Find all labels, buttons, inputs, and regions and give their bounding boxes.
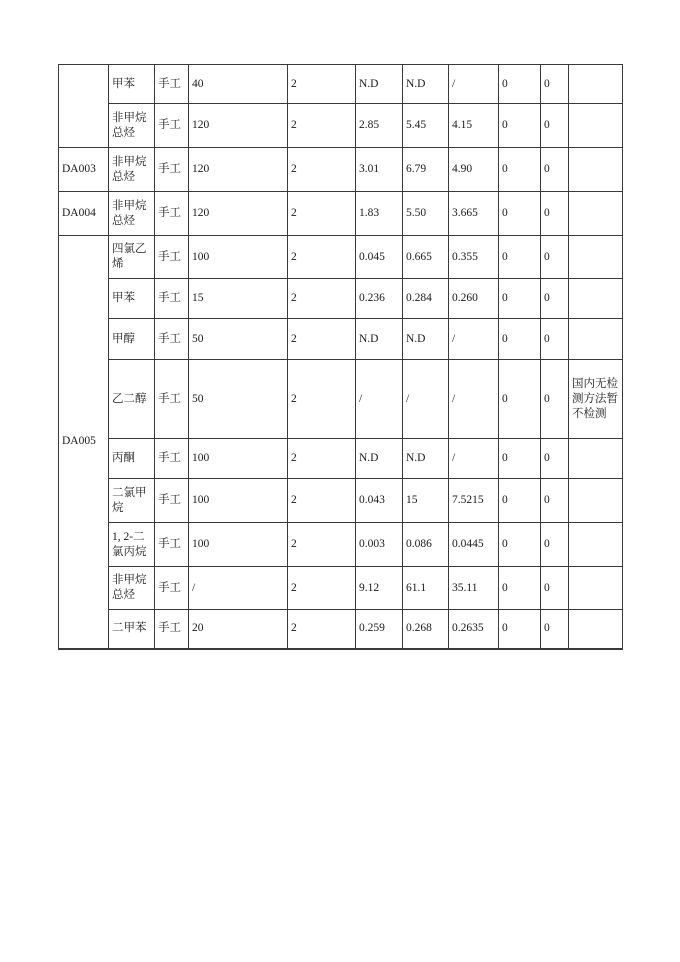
exceed-rate-cell: 0 bbox=[541, 610, 569, 649]
point-id-cell: DA004 bbox=[59, 192, 109, 236]
pollutant-cell: 二甲苯 bbox=[109, 610, 155, 649]
exceed-rate-cell: 0 bbox=[541, 523, 569, 567]
max-value-cell: 0.268 bbox=[403, 610, 449, 649]
table-row bbox=[59, 479, 623, 523]
exceed-rate-cell: 0 bbox=[541, 104, 569, 148]
monitoring-data-table bbox=[58, 64, 623, 650]
method-cell: 手工 bbox=[155, 236, 189, 279]
remark-cell bbox=[569, 319, 623, 360]
exceed-count-cell: 0 bbox=[499, 610, 541, 649]
exceed-rate-cell: 0 bbox=[541, 148, 569, 192]
table-row bbox=[59, 610, 623, 649]
avg-value-cell: / bbox=[449, 319, 499, 360]
point-id-cell: DA003 bbox=[59, 148, 109, 192]
method-cell: 手工 bbox=[155, 65, 189, 104]
min-value-cell: N.D bbox=[356, 439, 403, 479]
limit-cell: 120 bbox=[189, 192, 288, 236]
limit-cell: 100 bbox=[189, 479, 288, 523]
avg-value-cell: / bbox=[449, 439, 499, 479]
pollutant-cell: 甲苯 bbox=[109, 279, 155, 319]
method-cell: 手工 bbox=[155, 319, 189, 360]
remark-cell: 国内无检测方法暂不检测 bbox=[569, 360, 623, 439]
avg-value-cell: 0.260 bbox=[449, 279, 499, 319]
max-value-cell: 0.284 bbox=[403, 279, 449, 319]
avg-value-cell: / bbox=[449, 360, 499, 439]
exceed-rate-cell: 0 bbox=[541, 360, 569, 439]
pollutant-cell: 非甲烷总烃 bbox=[109, 148, 155, 192]
pollutant-cell: 二氯甲烷 bbox=[109, 479, 155, 523]
limit-cell: 120 bbox=[189, 104, 288, 148]
remark-cell bbox=[569, 104, 623, 148]
exceed-count-cell: 0 bbox=[499, 279, 541, 319]
min-value-cell: / bbox=[356, 360, 403, 439]
frequency-cell: 2 bbox=[288, 192, 356, 236]
method-cell: 手工 bbox=[155, 610, 189, 649]
avg-value-cell: 0.2635 bbox=[449, 610, 499, 649]
remark-cell bbox=[569, 479, 623, 523]
exceed-rate-cell: 0 bbox=[541, 192, 569, 236]
exceed-count-cell: 0 bbox=[499, 236, 541, 279]
min-value-cell: 0.259 bbox=[356, 610, 403, 649]
max-value-cell: 0.665 bbox=[403, 236, 449, 279]
frequency-cell: 2 bbox=[288, 360, 356, 439]
max-value-cell: 6.79 bbox=[403, 148, 449, 192]
avg-value-cell: 4.15 bbox=[449, 104, 499, 148]
table-row bbox=[59, 319, 623, 360]
limit-cell: 40 bbox=[189, 65, 288, 104]
exceed-rate-cell: 0 bbox=[541, 319, 569, 360]
frequency-cell: 2 bbox=[288, 279, 356, 319]
table-row bbox=[59, 439, 623, 479]
exceed-count-cell: 0 bbox=[499, 523, 541, 567]
limit-cell: 100 bbox=[189, 523, 288, 567]
limit-cell: 50 bbox=[189, 360, 288, 439]
limit-cell: / bbox=[189, 567, 288, 610]
max-value-cell: 15 bbox=[403, 479, 449, 523]
method-cell: 手工 bbox=[155, 104, 189, 148]
remark-cell bbox=[569, 610, 623, 649]
limit-cell: 50 bbox=[189, 319, 288, 360]
table-row bbox=[59, 279, 623, 319]
pollutant-cell: 四氯乙烯 bbox=[109, 236, 155, 279]
limit-cell: 100 bbox=[189, 236, 288, 279]
exceed-count-cell: 0 bbox=[499, 360, 541, 439]
avg-value-cell: / bbox=[449, 65, 499, 104]
exceed-count-cell: 0 bbox=[499, 319, 541, 360]
max-value-cell: 5.50 bbox=[403, 192, 449, 236]
remark-cell bbox=[569, 236, 623, 279]
limit-cell: 100 bbox=[189, 439, 288, 479]
exceed-rate-cell: 0 bbox=[541, 65, 569, 104]
limit-cell: 120 bbox=[189, 148, 288, 192]
pollutant-cell: 甲苯 bbox=[109, 65, 155, 104]
max-value-cell: N.D bbox=[403, 65, 449, 104]
table-row bbox=[59, 236, 623, 279]
remark-cell bbox=[569, 192, 623, 236]
limit-cell: 20 bbox=[189, 610, 288, 649]
table-row bbox=[59, 360, 623, 439]
min-value-cell: 1.83 bbox=[356, 192, 403, 236]
table-row bbox=[59, 523, 623, 567]
exceed-rate-cell: 0 bbox=[541, 279, 569, 319]
frequency-cell: 2 bbox=[288, 479, 356, 523]
frequency-cell: 2 bbox=[288, 319, 356, 360]
point-id-cell bbox=[59, 65, 109, 148]
min-value-cell: 2.85 bbox=[356, 104, 403, 148]
min-value-cell: N.D bbox=[356, 319, 403, 360]
avg-value-cell: 0.0445 bbox=[449, 523, 499, 567]
method-cell: 手工 bbox=[155, 279, 189, 319]
exceed-rate-cell: 0 bbox=[541, 479, 569, 523]
remark-cell bbox=[569, 439, 623, 479]
remark-cell bbox=[569, 523, 623, 567]
max-value-cell: N.D bbox=[403, 439, 449, 479]
pollutant-cell: 非甲烷总烃 bbox=[109, 567, 155, 610]
min-value-cell: 0.045 bbox=[356, 236, 403, 279]
method-cell: 手工 bbox=[155, 567, 189, 610]
max-value-cell: 0.086 bbox=[403, 523, 449, 567]
frequency-cell: 2 bbox=[288, 104, 356, 148]
remark-cell bbox=[569, 279, 623, 319]
exceed-rate-cell: 0 bbox=[541, 439, 569, 479]
table-row bbox=[59, 65, 623, 104]
pollutant-cell: 1, 2-二氯丙烷 bbox=[109, 523, 155, 567]
exceed-count-cell: 0 bbox=[499, 439, 541, 479]
table-row bbox=[59, 104, 623, 148]
method-cell: 手工 bbox=[155, 523, 189, 567]
remark-cell bbox=[569, 148, 623, 192]
exceed-count-cell: 0 bbox=[499, 479, 541, 523]
pollutant-cell: 非甲烷总烃 bbox=[109, 104, 155, 148]
table-row bbox=[59, 148, 623, 192]
exceed-count-cell: 0 bbox=[499, 192, 541, 236]
method-cell: 手工 bbox=[155, 360, 189, 439]
avg-value-cell: 3.665 bbox=[449, 192, 499, 236]
min-value-cell: 0.043 bbox=[356, 479, 403, 523]
table-row bbox=[59, 192, 623, 236]
exceed-count-cell: 0 bbox=[499, 567, 541, 610]
remark-cell bbox=[569, 567, 623, 610]
method-cell: 手工 bbox=[155, 148, 189, 192]
frequency-cell: 2 bbox=[288, 148, 356, 192]
avg-value-cell: 4.90 bbox=[449, 148, 499, 192]
exceed-count-cell: 0 bbox=[499, 148, 541, 192]
exceed-rate-cell: 0 bbox=[541, 567, 569, 610]
exceed-rate-cell: 0 bbox=[541, 236, 569, 279]
avg-value-cell: 0.355 bbox=[449, 236, 499, 279]
remark-cell bbox=[569, 65, 623, 104]
min-value-cell: 0.236 bbox=[356, 279, 403, 319]
exceed-count-cell: 0 bbox=[499, 104, 541, 148]
pollutant-cell: 非甲烷总烃 bbox=[109, 192, 155, 236]
table-row bbox=[59, 567, 623, 610]
pollutant-cell: 乙二醇 bbox=[109, 360, 155, 439]
method-cell: 手工 bbox=[155, 479, 189, 523]
avg-value-cell: 7.5215 bbox=[449, 479, 499, 523]
max-value-cell: N.D bbox=[403, 319, 449, 360]
min-value-cell: N.D bbox=[356, 65, 403, 104]
frequency-cell: 2 bbox=[288, 236, 356, 279]
pollutant-cell: 甲醇 bbox=[109, 319, 155, 360]
pollutant-cell: 丙酮 bbox=[109, 439, 155, 479]
max-value-cell: 5.45 bbox=[403, 104, 449, 148]
min-value-cell: 3.01 bbox=[356, 148, 403, 192]
max-value-cell: / bbox=[403, 360, 449, 439]
max-value-cell: 61.1 bbox=[403, 567, 449, 610]
point-id-cell: DA005 bbox=[59, 236, 109, 649]
frequency-cell: 2 bbox=[288, 65, 356, 104]
method-cell: 手工 bbox=[155, 439, 189, 479]
method-cell: 手工 bbox=[155, 192, 189, 236]
exceed-count-cell: 0 bbox=[499, 65, 541, 104]
avg-value-cell: 35.11 bbox=[449, 567, 499, 610]
frequency-cell: 2 bbox=[288, 439, 356, 479]
limit-cell: 15 bbox=[189, 279, 288, 319]
frequency-cell: 2 bbox=[288, 567, 356, 610]
min-value-cell: 9.12 bbox=[356, 567, 403, 610]
frequency-cell: 2 bbox=[288, 523, 356, 567]
min-value-cell: 0.003 bbox=[356, 523, 403, 567]
frequency-cell: 2 bbox=[288, 610, 356, 649]
